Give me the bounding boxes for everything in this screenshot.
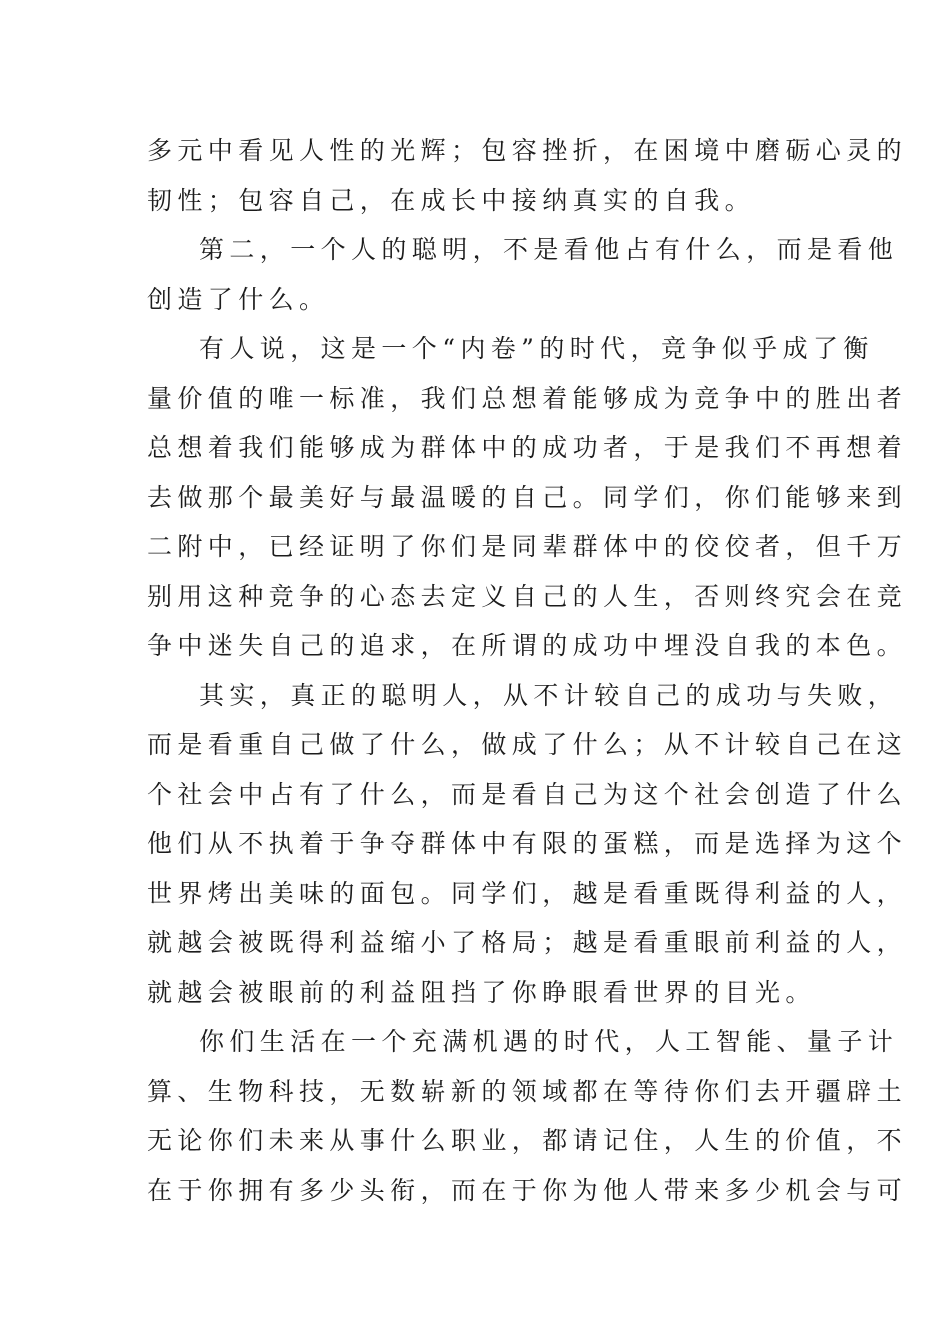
text-line: 韧性；包容自己，在成长中接纳真实的自我。 — [147, 185, 756, 215]
text-line: 去做那个最美好与最温暖的自己。同学们，你们能够来到 — [147, 482, 908, 512]
text-line: 他们从不执着于争夺群体中有限的蛋糕，而是选择为这个 — [147, 829, 908, 858]
text-line: 二附中，已经证明了你们是同辈群体中的佼佼者，但千万 — [147, 532, 908, 561]
text-line: 算、生物科技，无数崭新的领域都在等待你们去开疆辟土 — [147, 1076, 908, 1106]
text-line: 别用这种竞争的心态去定义自己的人生，否则终究会在竞 — [147, 581, 908, 611]
paragraph-start-line: 其实，真正的聪明人，从不计较自己的成功与失败， — [199, 680, 899, 710]
text-line: 争中迷失自己的追求，在所谓的成功中埋没自我的本色。 — [147, 631, 908, 660]
text-line: 量价值的唯一标准，我们总想着能够成为竞争中的胜出者 — [147, 383, 908, 413]
text-line: 在于你拥有多少头衔，而在于你为他人带来多少机会与可 — [147, 1175, 908, 1205]
text-line: 创造了什么。 — [147, 284, 330, 314]
text-line: 而是看重自己做了什么，做成了什么；从不计较自己在这 — [147, 730, 908, 759]
text-line: 个社会中占有了什么，而是看自己为这个社会创造了什么 — [147, 779, 908, 809]
paragraph-start-line: 第二，一个人的聪明，不是看他占有什么，而是看他 — [199, 235, 899, 264]
text-line: 多元中看见人性的光辉；包容挫折，在困境中磨砺心灵的 — [147, 136, 908, 165]
text-line: 世界烤出美味的面包。同学们，越是看重既得利益的人， — [147, 878, 908, 908]
text-line: 就越会被既得利益缩小了格局；越是看重眼前利益的人， — [147, 928, 908, 957]
text-line: 无论你们未来从事什么职业，都请记住，人生的价值，不 — [147, 1126, 908, 1155]
text-line: 总想着我们能够成为群体中的成功者，于是我们不再想着 — [147, 433, 908, 462]
body-text — [147, 126, 908, 1215]
paragraph-start-line: 有人说，这是一个“内卷”的时代，竞争似乎成了衡 — [199, 334, 874, 363]
text-line: 就越会被眼前的利益阻挡了你睁眼看世界的目光。 — [147, 977, 816, 1007]
paragraph-start-line: 你们生活在一个充满机遇的时代，人工智能、量子计 — [199, 1027, 899, 1056]
